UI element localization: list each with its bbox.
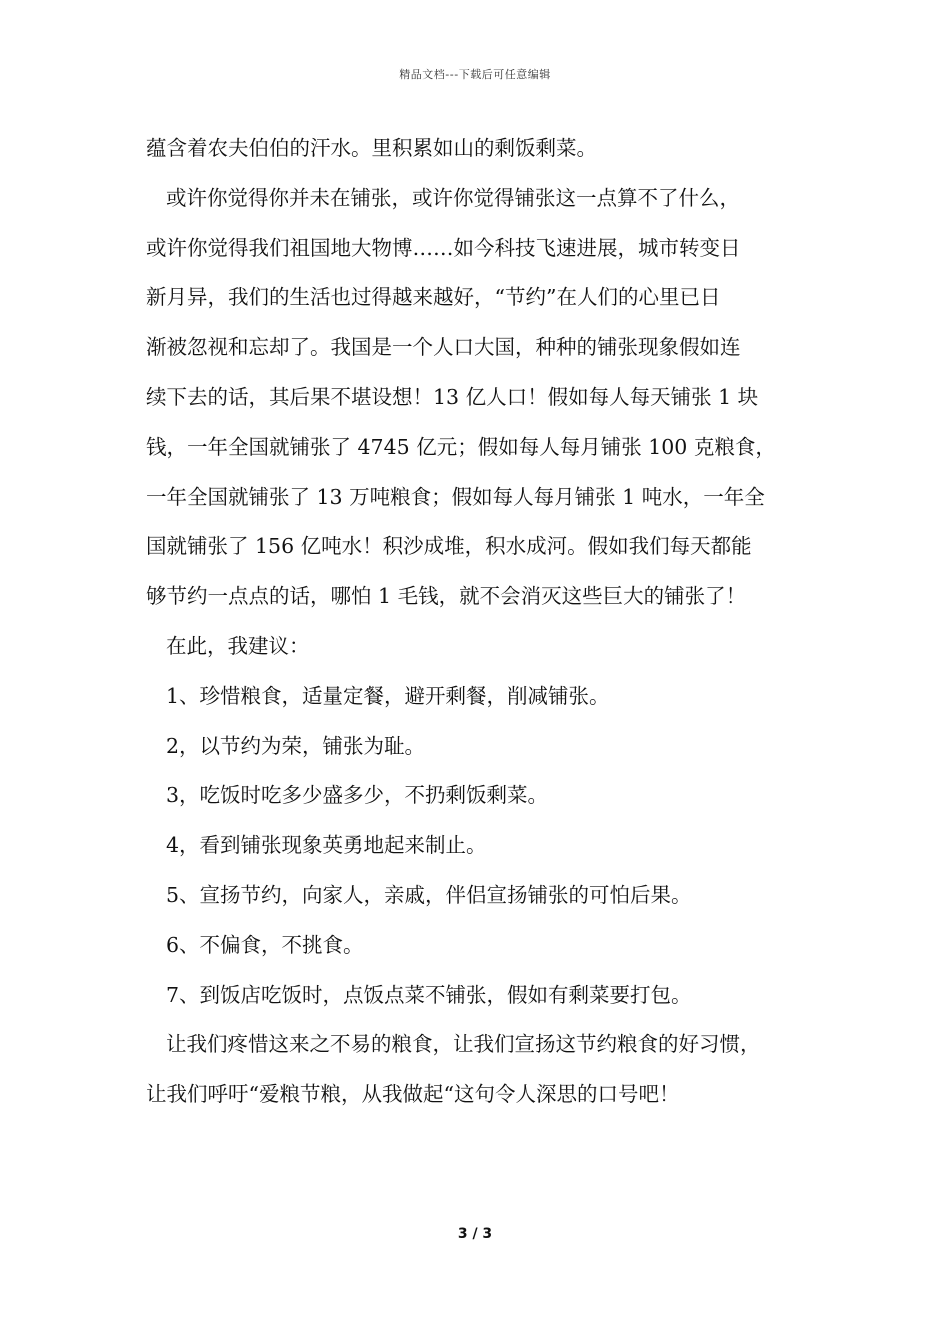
document-body <box>146 128 810 1124</box>
paragraph-line: 在此，我建议： <box>166 633 310 658</box>
paragraph-line: 新月异，我们的生活也过得越来越好，“节约”在人们的心里已日 <box>146 285 721 310</box>
paragraph-line: 让我们疼惜这来之不易的粮食，让我们宣扬这节约粮食的好习惯， <box>166 1032 761 1057</box>
paragraph-line: 或许你觉得你并未在铺张，或许你觉得铺张这一点算不了什么， <box>166 185 740 210</box>
list-item: 4，看到铺张现象英勇地起来制止。 <box>166 833 487 858</box>
paragraph-line: 渐被忽视和忘却了。我国是一个人口大国，种种的铺张现象假如连 <box>146 335 741 360</box>
paragraph-line: 一年全国就铺张了 13 万吨粮食；假如每人每月铺张 1 吨水，一年全 <box>146 484 765 509</box>
page-header: 精品文档---下载后可任意编辑 <box>399 68 551 81</box>
paragraph-line: 钱，一年全国就铺张了 4745 亿元；假如每人每月铺张 100 克粮食， <box>146 434 776 459</box>
paragraph-line: 或许你觉得我们祖国地大物博……如今科技飞速进展，城市转变日 <box>146 235 741 260</box>
list-item: 6、不偏食，不挑食。 <box>166 932 364 957</box>
page-number: 3 / 3 <box>457 1226 493 1242</box>
list-item: 2，以节约为荣，铺张为耻。 <box>166 733 426 758</box>
list-item: 3，吃饭时吃多少盛多少，不扔剩饭剩菜。 <box>166 783 549 808</box>
paragraph-line: 续下去的话，其后果不堪设想！13 亿人口！假如每人每天铺张 1 块 <box>146 384 759 409</box>
list-item: 5、宣扬节约，向家人，亲戚，伴侣宣扬铺张的可怕后果。 <box>166 882 692 907</box>
list-item: 1、珍惜粮食，适量定餐，避开剩餐，削减铺张。 <box>166 683 610 708</box>
paragraph-line: 国就铺张了 156 亿吨水！积沙成堆，积水成河。假如我们每天都能 <box>146 534 752 559</box>
list-item: 7、到饭店吃饭时，点饭点菜不铺张，假如有剩菜要打包。 <box>166 982 692 1007</box>
paragraph-line: 蕴含着农夫伯伯的汗水。里积累如山的剩饭剩菜。 <box>146 136 597 160</box>
paragraph-line: 够节约一点点的话，哪怕 1 毛钱，就不会消灭这些巨大的铺张了！ <box>146 584 747 609</box>
paragraph-line: 让我们呼吁“爱粮节粮，从我做起“这句令人深思的口号吧！ <box>146 1082 680 1107</box>
